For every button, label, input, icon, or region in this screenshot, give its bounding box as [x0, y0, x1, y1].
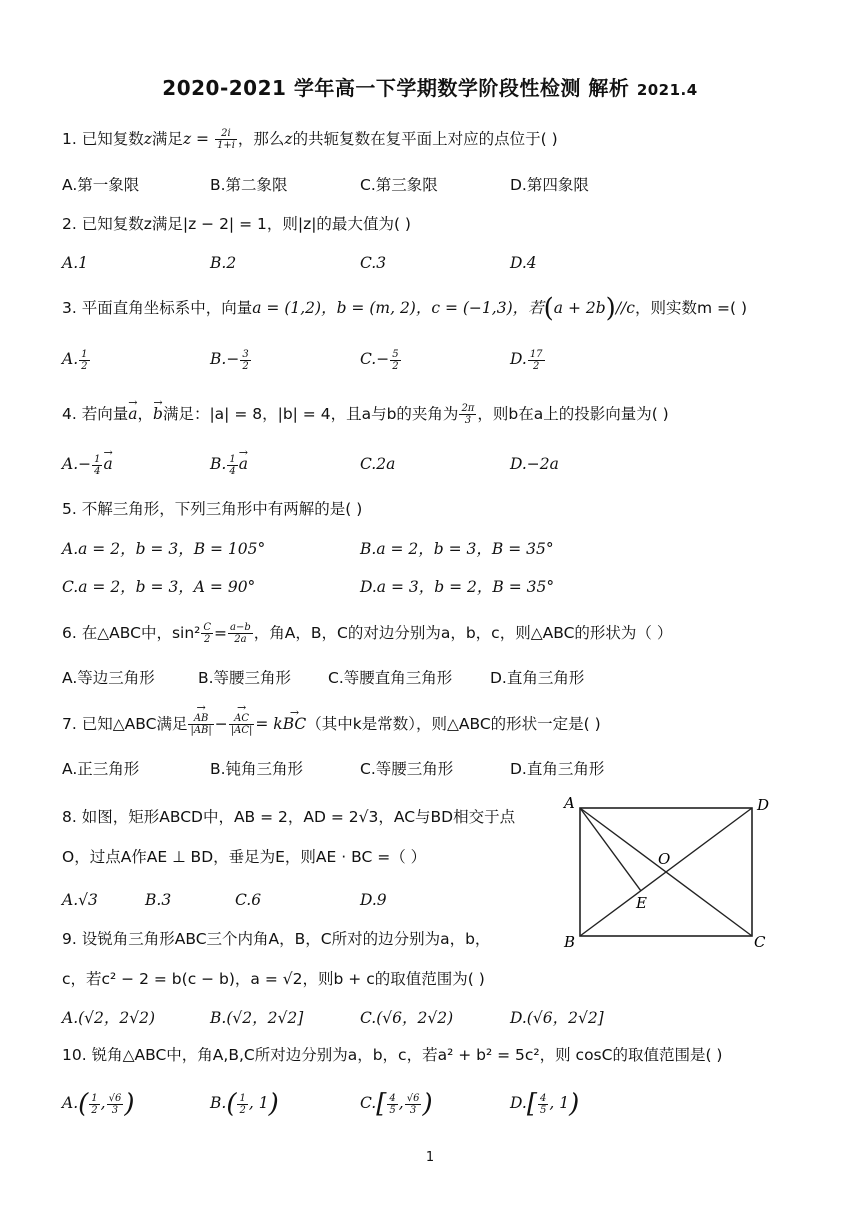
q2-option-d: D.4 [510, 254, 537, 272]
q5-option-b: B.a = 2，b = 3，B = 35° [360, 540, 554, 558]
label-d: D [757, 796, 770, 814]
q10-option-b: B.( $\frac{1}{2}$ , 1) [210, 1089, 279, 1119]
question-3: 3. 平面直角坐标系中，向量a = (1,2)，b = (m, 2)，c = (−1,3)，若(a + 2b)//c，则实数m =( ) [62, 293, 747, 324]
q7-option-d: D.直角三角形 [510, 760, 605, 778]
label-o: O [658, 850, 671, 868]
q8-option-a: A.√3 [62, 891, 98, 909]
q2-option-a: A.1 [62, 254, 88, 272]
question-8-line-2: O，过点A作AE ⊥ BD，垂足为E，则AE · BC =（ ） [62, 848, 427, 866]
exam-date: 2021.4 [636, 81, 698, 99]
label-c: C [754, 933, 766, 951]
q1-option-b: B.第二象限 [210, 176, 288, 194]
q10-option-c: C.[ $\frac{4}{5}$ , $\frac{√6}{3}$ ) [360, 1089, 433, 1119]
q7-option-c: C.等腰三角形 [360, 760, 454, 778]
q5-option-d: D.a = 3，b = 2，B = 35° [360, 578, 555, 596]
q2-option-b: B.2 [210, 254, 237, 272]
q9-option-b: B.(√2，2√2] [210, 1009, 304, 1027]
rectangle-diagram [560, 792, 775, 952]
q2-option-c: C.3 [360, 254, 387, 272]
q1-option-d: D.第四象限 [510, 176, 589, 194]
question-4: 4. 若向量→ a，→ b满足：|a| = 8，|b| = 4，且a与b的夹角为 $\frac{2\pi}{3}$ ，则b在a上的投影向量为( ) [62, 403, 669, 426]
question-9-line-2: c，若c² − 2 = b(c − b)，a = √2，则b + c的取值范围为( ) [62, 970, 485, 988]
q3-option-d: D. $\frac{17}{2}$ [510, 348, 543, 372]
label-b: B [564, 933, 576, 951]
question-7: 7. 已知△ABC满足 → $\frac{AB}{|AB|}$ − → $\frac{AC}{|AC|}$ = k→ BC（其中k是常数），则△ABC的形状一定是( ) [62, 713, 601, 736]
q9-option-c: C.(√6，2√2) [360, 1009, 454, 1027]
q7-option-b: B.钝角三角形 [210, 760, 304, 778]
question-10: 10. 锐角△ABC中，角A,B,C所对边分别为a，b，c，若a² + b² = 5c²，则 cosC的取值范围是( ) [62, 1046, 723, 1064]
q6-option-c: C.等腰直角三角形 [328, 669, 453, 687]
label-e: E [636, 894, 647, 912]
q7-option-a: A.正三角形 [62, 760, 140, 778]
q4-option-d: D.−2a [510, 455, 559, 473]
q3-option-a: A. $\frac{1}{2}$ [62, 348, 88, 372]
q3-option-b: B.− $\frac{3}{2}$ [210, 348, 249, 372]
q4-option-b: B. $\frac{1}{4}$ → a [210, 453, 248, 477]
q4-option-a: A.− $\frac{1}{4}$ → a [62, 453, 113, 477]
q4-option-c: C.2a [360, 455, 396, 473]
q6-option-d: D.直角三角形 [490, 669, 585, 687]
question-8-line-1: 8. 如图，矩形ABCD中，AB = 2，AD = 2√3，AC与BD相交于点 [62, 808, 516, 826]
q6-option-b: B.等腰三角形 [198, 669, 292, 687]
q6-option-a: A.等边三角形 [62, 669, 155, 687]
question-2: 2. 已知复数z满足|z − 2| = 1，则|z|的最大值为( ) [62, 215, 411, 233]
q10-option-d: D.[ $\frac{4}{5}$ , 1) [510, 1089, 580, 1119]
label-a: A [564, 794, 575, 812]
q1-option-a: A.第一象限 [62, 176, 140, 194]
question-1: 1. 已知复数z满足z = $\frac{2i}{1+i}$ ，那么z的共轭复数在复平面上对应的点位于( ) [62, 128, 558, 151]
page-title: 2020-2021 学年高一下学期数学阶段性检测 解析 2021.4 [162, 76, 698, 100]
q8-option-d: D.9 [360, 891, 387, 909]
question-9-line-1: 9. 设锐角三角形ABC三个内角A，B，C所对的边分别为a，b， [62, 930, 491, 948]
q9-option-d: D.(√6，2√2] [510, 1009, 604, 1027]
question-5: 5. 不解三角形，下列三角形中有两解的是( ) [62, 500, 363, 518]
q1-option-c: C.第三象限 [360, 176, 438, 194]
question-6: 6. 在△ABC中，sin² $\frac{C}{2}$ = $\frac{a-b}{2a}$ ，角A，B，C的对边分别为a，b，c，则△ABC的形状为（ ） [62, 622, 673, 645]
q9-option-a: A.(√2，2√2) [62, 1009, 156, 1027]
q3-option-c: C.− $\frac{5}{2}$ [360, 348, 399, 372]
q5-option-c: C.a = 2，b = 3，A = 90° [62, 578, 256, 596]
page-number: 1 [425, 1150, 435, 1165]
q10-option-a: A.( $\frac{1}{2}$ , $\frac{√6}{3}$ ) [62, 1089, 135, 1119]
q8-option-c: C.6 [235, 891, 262, 909]
q5-option-a: A.a = 2，b = 3，B = 105° [62, 540, 266, 558]
segment-ae [580, 808, 641, 891]
q8-option-b: B.3 [145, 891, 172, 909]
